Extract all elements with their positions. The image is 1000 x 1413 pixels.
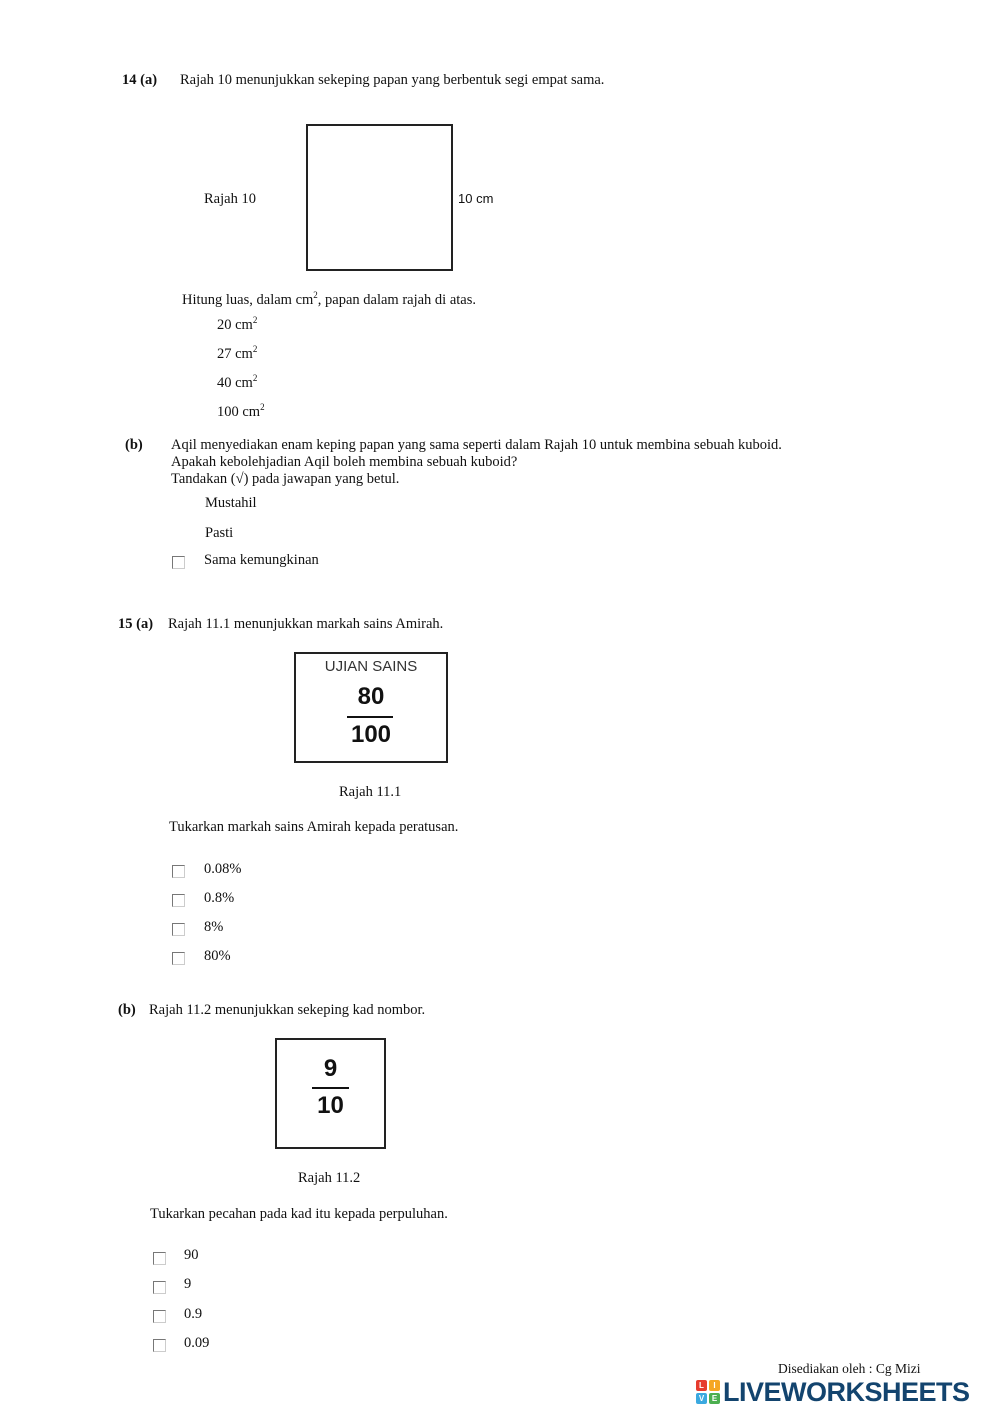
fraction-bar (312, 1087, 349, 1089)
logo-tile: I (709, 1380, 720, 1391)
q14-question: Hitung luas, dalam $cm^2$, papan dalam rajah di atas. (182, 290, 477, 308)
square-board-figure (306, 124, 453, 271)
side-length-label: 10 cm (458, 191, 494, 206)
q15b-option[interactable]: 0.9 (184, 1306, 203, 1322)
q14-number: 14 (a) (122, 72, 158, 88)
q15-stem: Rajah 11.1 menunjukkan markah sains Amirah. (168, 616, 444, 632)
q15a-checkbox[interactable] (172, 952, 185, 965)
q14b-line3: Tandakan (√) pada jawapan yang betul. (171, 471, 400, 487)
q15a-checkbox[interactable] (172, 865, 185, 878)
card-numerator: 80 (357, 683, 385, 710)
q14b-option[interactable]: Mustahil (205, 495, 257, 511)
q15a-option[interactable]: 0.08% (204, 861, 242, 877)
q14b-line2: Apakah kebolehjadian Aqil boleh membina sebuah kuboid? (171, 454, 518, 470)
q15a-option[interactable]: 80% (204, 948, 231, 964)
liveworksheets-logo[interactable] (696, 1376, 970, 1408)
q14-option[interactable]: 40 $cm^2$ (217, 373, 258, 391)
q15b-checkbox[interactable] (153, 1252, 166, 1265)
logo-tiles-icon (696, 1380, 720, 1404)
card-denominator: 10 (317, 1092, 344, 1119)
q15-figure-label: Rajah 11.1 (339, 784, 402, 800)
q14b-line1: Aqil menyediakan enam keping papan yang sama seperti dalam Rajah 10 untuk membina sebuah kuboid. (171, 437, 782, 453)
q14b-checkbox[interactable] (172, 556, 185, 569)
q15b-stem: Rajah 11.2 menunjukkan sekeping kad nombor. (149, 1002, 426, 1018)
card-title: UJIAN SAINS (324, 658, 418, 675)
q15b-checkbox[interactable] (153, 1281, 166, 1294)
q15-question: Tukarkan markah sains Amirah kepada peratusan. (169, 819, 459, 835)
q15a-checkbox[interactable] (172, 923, 185, 936)
q14-stem: Rajah 10 menunjukkan sekeping papan yang berbentuk segi empat sama. (180, 72, 605, 88)
q15b-question: Tukarkan pecahan pada kad itu kepada perpuluhan. (150, 1206, 448, 1222)
q15a-checkbox[interactable] (172, 894, 185, 907)
q14b-option[interactable]: Sama kemungkinan (204, 552, 319, 568)
fraction-bar (347, 716, 393, 718)
q15-number: 15 (a) (118, 616, 154, 632)
q15a-option[interactable]: 0.8% (204, 890, 235, 906)
card-numerator: 9 (323, 1055, 338, 1082)
q15a-option[interactable]: 8% (204, 919, 224, 935)
credit-text: Disediakan oleh : Cg Mizi (778, 1361, 921, 1376)
logo-tile: L (696, 1380, 707, 1391)
card-denominator: 100 (350, 721, 392, 748)
logo-tile: V (696, 1393, 707, 1404)
q14b-label: (b) (125, 437, 143, 453)
q15b-option[interactable]: 9 (184, 1276, 192, 1292)
q15b-option[interactable]: 0.09 (184, 1335, 210, 1351)
logo-tile: E (709, 1393, 720, 1404)
q15b-label: (b) (118, 1002, 136, 1018)
logo-wordmark: LIVEWORKSHEETS (723, 1376, 970, 1407)
q15b-figure-label: Rajah 11.2 (298, 1170, 361, 1186)
q15b-checkbox[interactable] (153, 1339, 166, 1352)
q15b-checkbox[interactable] (153, 1310, 166, 1323)
q14-option[interactable]: 100 $cm^2$ (217, 402, 265, 420)
q14-option[interactable]: 20 $cm^2$ (217, 315, 258, 333)
q14b-option[interactable]: Pasti (205, 525, 234, 541)
q15b-option[interactable]: 90 (184, 1247, 199, 1263)
q14-figure-label: Rajah 10 (204, 191, 256, 207)
q14-option[interactable]: 27 $cm^2$ (217, 344, 258, 362)
